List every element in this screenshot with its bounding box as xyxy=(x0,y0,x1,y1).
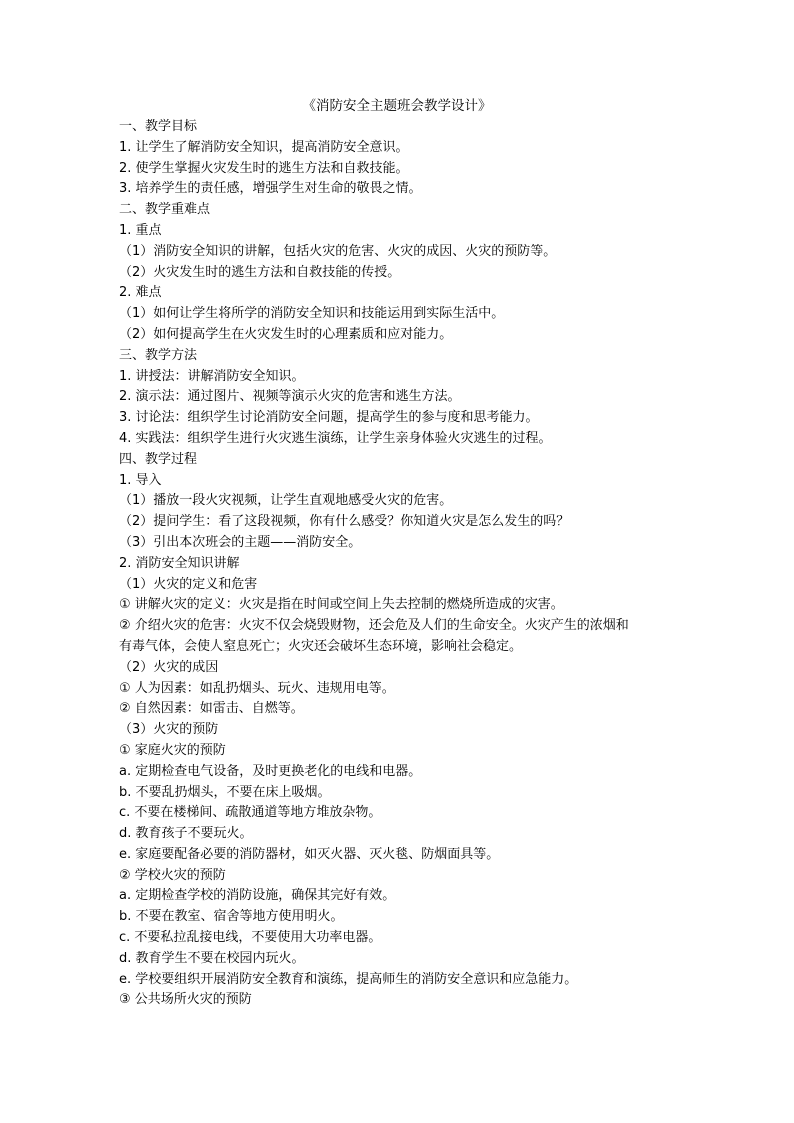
list-item: b. 不要乱扔烟头，不要在床上吸烟。 xyxy=(119,784,331,800)
method-item: 4. 实践法：组织学生进行火灾逃生演练，让学生亲身体验火灾逃生的过程。 xyxy=(119,430,552,446)
list-item: ③ 公共场所火灾的预防 xyxy=(119,992,252,1008)
subsection-heading: 2. 难点 xyxy=(119,285,162,301)
section-heading: 二、教学重难点 xyxy=(119,202,211,218)
method-item: 1. 讲授法：讲解消防安全知识。 xyxy=(119,368,305,384)
method-item: 2. 演示法：通过图片、视频等演示火灾的危害和逃生方法。 xyxy=(119,389,461,405)
list-item: ① 讲解火灾的定义：火灾是指在时间或空间上失去控制的燃烧所造成的灾害。 xyxy=(119,597,564,613)
list-item-continuation: 有毒气体，会使人窒息死亡；火灾还会破坏生态环境，影响社会稳定。 xyxy=(119,638,523,654)
list-item: （3）引出本次班会的主题——消防安全。 xyxy=(119,534,362,550)
list-item: （1）播放一段火灾视频，让学生直观地感受火灾的危害。 xyxy=(119,493,453,509)
objective-item: 3. 培养学生的责任感，增强学生对生命的敬畏之情。 xyxy=(119,181,422,197)
document-body xyxy=(119,117,684,1011)
list-item: ② 学校火灾的预防 xyxy=(119,867,226,883)
objective-item: 1. 让学生了解消防安全知识，提高消防安全意识。 xyxy=(119,139,409,155)
list-item: e. 学校要组织开展消防安全教育和演练，提高师生的消防安全意识和应急能力。 xyxy=(119,971,578,987)
list-item: ① 人为因素：如乱扔烟头、玩火、违规用电等。 xyxy=(119,680,395,696)
section-heading: 四、教学过程 xyxy=(119,451,198,467)
list-item: b. 不要在教室、宿舍等地方使用明火。 xyxy=(119,909,344,925)
section-heading: 一、教学目标 xyxy=(119,119,198,134)
list-item: （1）火灾的定义和危害 xyxy=(119,576,258,592)
list-item: （3）火灾的预防 xyxy=(119,722,219,738)
list-item: a. 定期检查学校的消防设施，确保其完好有效。 xyxy=(119,888,396,904)
subsection-heading: 1. 导入 xyxy=(119,472,162,488)
method-item: 3. 讨论法：组织学生讨论消防安全问题，提高学生的参与度和思考能力。 xyxy=(119,410,539,426)
section-heading: 三、教学方法 xyxy=(119,347,198,363)
document-title: 《消防安全主题班会教学设计》 xyxy=(302,98,492,114)
list-item: e. 家庭要配备必要的消防器材，如灭火器、灭火毯、防烟面具等。 xyxy=(119,846,500,862)
objective-item: 2. 使学生掌握火灾发生时的逃生方法和自救技能。 xyxy=(119,160,409,176)
list-item: c. 不要在楼梯间、疏散通道等地方堆放杂物。 xyxy=(119,805,382,821)
list-item: （2）如何提高学生在火灾发生时的心理素质和应对能力。 xyxy=(119,326,453,342)
list-item: d. 教育学生不要在校园内玩火。 xyxy=(119,950,305,966)
list-item: c. 不要私拉乱接电线，不要使用大功率电器。 xyxy=(119,930,382,946)
subsection-heading: 1. 重点 xyxy=(119,222,162,238)
list-item: （1）如何让学生将所学的消防安全知识和技能运用到实际生活中。 xyxy=(119,306,505,322)
list-item: （1）消防安全知识的讲解，包括火灾的危害、火灾的成因、火灾的预防等。 xyxy=(119,243,557,259)
list-item: d. 教育孩子不要玩火。 xyxy=(119,826,253,842)
list-item: ② 自然因素：如雷击、自燃等。 xyxy=(119,701,304,717)
list-item: ① 家庭火灾的预防 xyxy=(119,742,226,758)
list-item: a. 定期检查电气设备，及时更换老化的电线和电器。 xyxy=(119,763,422,779)
list-item: （2）提问学生：看了这段视频，你有什么感受？你知道火灾是怎么发生的吗？ xyxy=(119,514,570,530)
list-item: （2）火灾的成因 xyxy=(119,659,219,675)
list-item: （2）火灾发生时的逃生方法和自救技能的传授。 xyxy=(119,264,401,280)
list-item: ② 介绍火灾的危害：火灾不仅会烧毁财物，还会危及人们的生命安全。火灾产生的浓烟和 xyxy=(119,618,629,634)
subsection-heading: 2. 消防安全知识讲解 xyxy=(119,555,240,571)
